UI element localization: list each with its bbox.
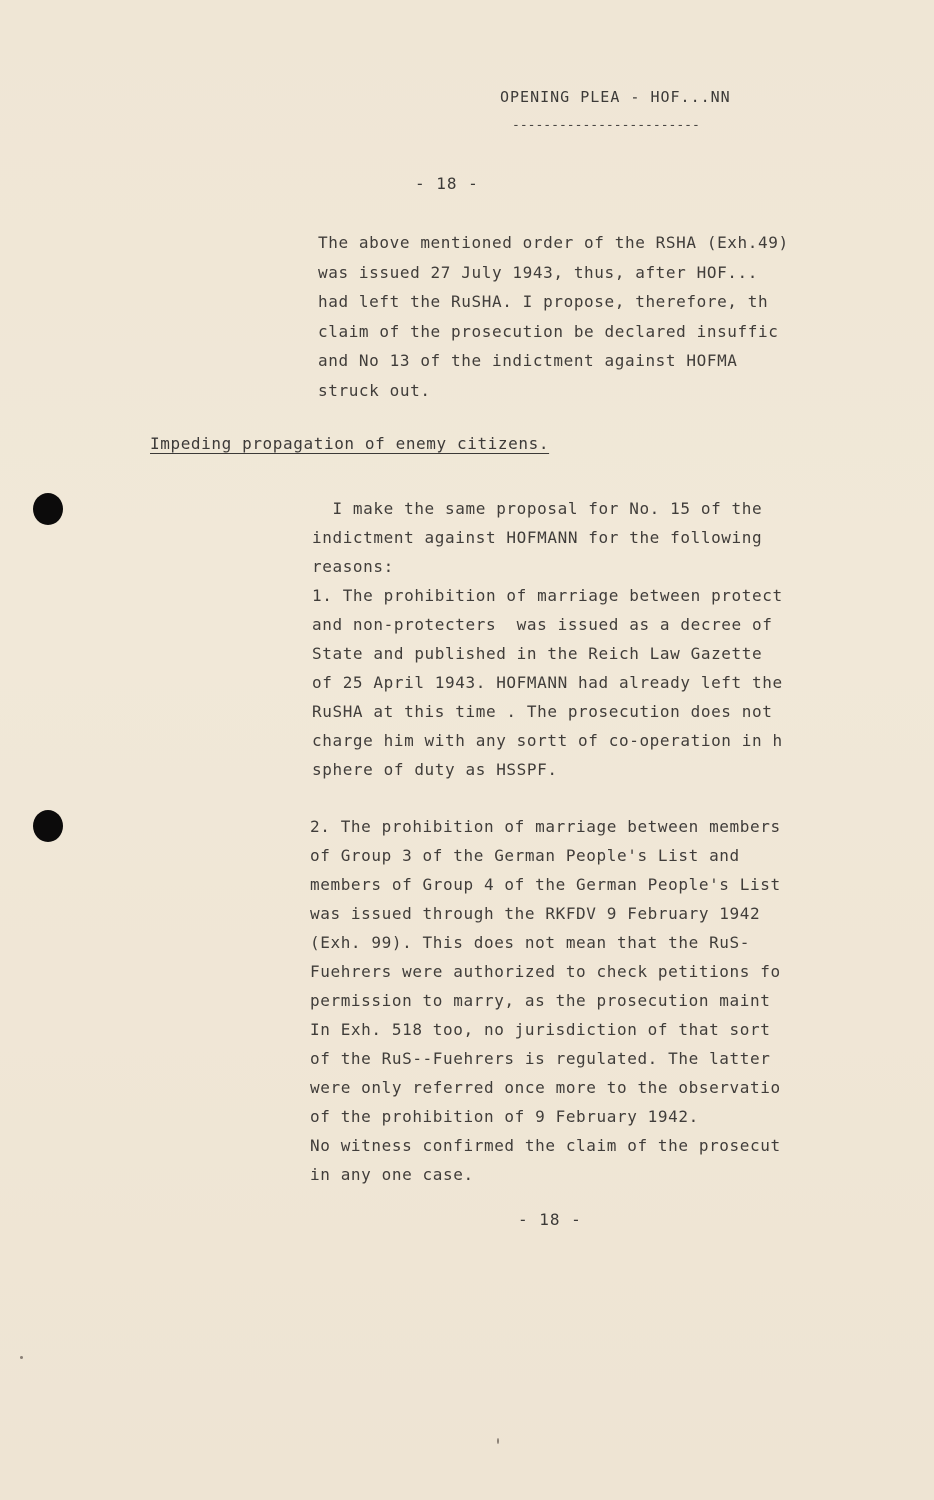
page-header: OPENING PLEA - HOF...NN (500, 88, 731, 106)
section-heading: Impeding propagation of enemy citizens. (150, 434, 550, 453)
paper-speck (497, 1438, 499, 1444)
header-rule: ------------------------ (512, 118, 700, 133)
paragraph-marriage-prohibition: 2. The prohibition of marriage between members of Group 3 of the German People's List and members of Group 4 of the German People's List was issued through the RKFDV 9 February 1942 (Exh. 99). This does not mean that the RuS- Fuehrers were authorized to check petitions fo permission to marry, as the prosecution maint In Exh. 518 too, no jurisdiction of that sort of the RuS--Fuehrers is regulated. The latter were only referred once more to the observatio of the prohibition of 9 February 1942. No witness confirmed the claim of the prosecut in any one case. (310, 817, 781, 1184)
page-number-bottom: - 18 - (518, 1210, 582, 1229)
punch-hole (33, 810, 63, 842)
page-number-top: - 18 - (415, 174, 479, 193)
paper-speck (20, 1356, 23, 1359)
punch-hole (33, 493, 63, 525)
paragraph-rsha-order: The above mentioned order of the RSHA (Exh.49) was issued 27 July 1943, thus, after HOF... had left the RuSHA. I propose, therefore, th claim of the prosecution be declared insuffic and No 13 of the indictment against HOFMA struck out. (318, 233, 789, 400)
paragraph-proposal-no15: I make the same proposal for No. 15 of the indictment against HOFMANN for the following reasons: 1. The prohibition of marriage between protect and non-protecters was issued as a decree of State and published in the Reich Law Gazette of 25 April 1943. HOFMANN had already left the RuSHA at this time . The prosecution does not charge him with any sortt of co-operation in h sphere of duty as HSSPF. (312, 499, 783, 779)
